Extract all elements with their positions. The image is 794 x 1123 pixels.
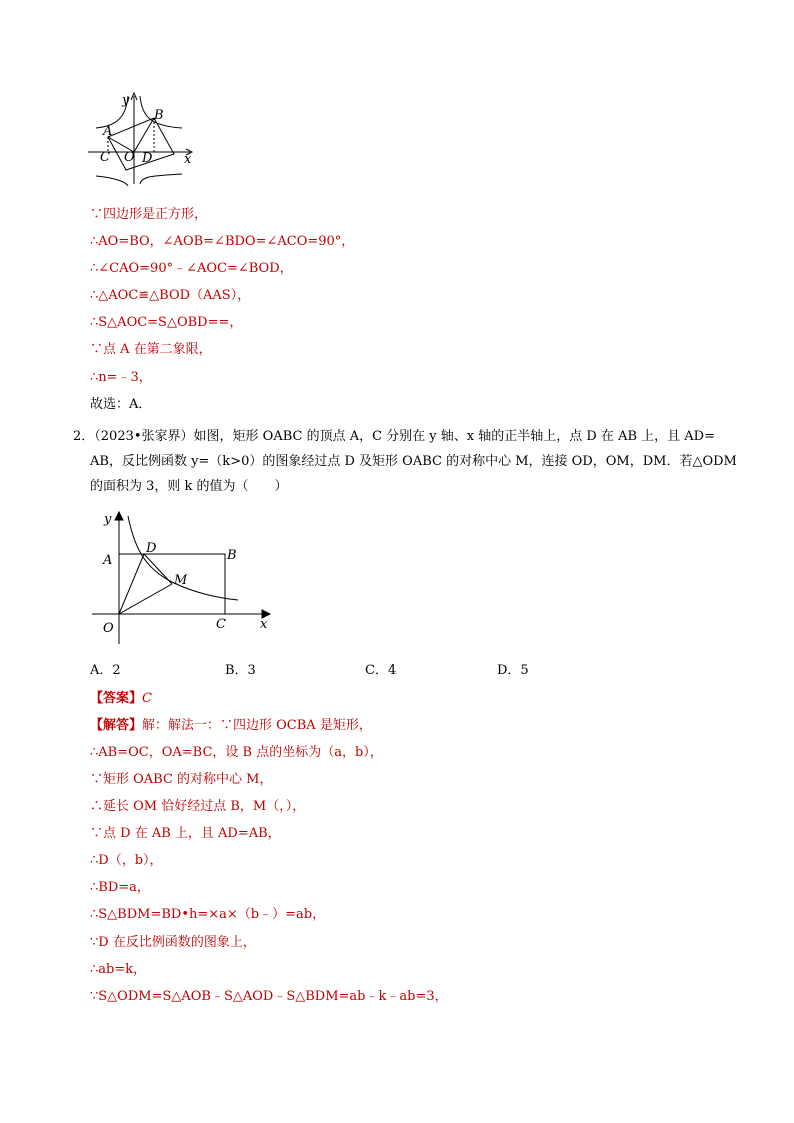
solution-line-2: ∵矩形 OABC 的对称中心 M， <box>90 772 273 787</box>
answer-tag: 【答案】 <box>90 691 143 706</box>
figure-1-square-hyperbola <box>86 90 201 186</box>
option-d: D．5 <box>497 663 529 678</box>
solution-first-line <box>90 717 372 735</box>
fig2-label-c: C <box>216 617 226 632</box>
option-c: C．4 <box>365 663 397 678</box>
fig2-label-b: B <box>227 548 237 563</box>
solution-line-7: ∴S△BDM=BD•h=×a×（b﹣）=ab， <box>90 907 326 922</box>
solution-line-6: ∴BD=a， <box>90 880 150 895</box>
q2-line-3: 的面积为 3，则 k 的值为（ ） <box>90 479 288 494</box>
option-a: A．2 <box>90 663 121 678</box>
fig2-label-a: A <box>103 553 113 568</box>
answer-value: C <box>142 691 152 706</box>
sol1-line-2: ∴AO=BO，∠AOB=∠BDO=∠ACO=90°， <box>90 234 355 249</box>
option-b: B．3 <box>225 663 256 678</box>
sol1-line-7: ∴n=﹣3， <box>90 370 152 385</box>
fig2-label-m: M <box>174 573 188 588</box>
answer-line <box>90 690 152 708</box>
solution-line-5: ∴D（，b）， <box>90 853 163 868</box>
sol1-line-3: ∴∠CAO=90°﹣∠AOC=∠BOD， <box>90 261 293 276</box>
figure-2-rectangle-hyperbola <box>92 506 282 644</box>
q2-line-2: AB，反比例函数 y=（k>0）的图象经过点 D 及矩形 OABC 的对称中心 M，连接 OD，OM，DM．若△ODM <box>90 454 737 469</box>
solution-first: 解：解法一：∵四边形 OCBA 是矩形， <box>142 718 372 733</box>
fig1-y-label: y <box>122 93 130 108</box>
q2-line-1: 2．（2023•张家界）如图，矩形 OABC 的顶点 A，C 分别在 y 轴、x 轴的正半轴上，点 D 在 AB 上，且 AD= <box>73 429 715 444</box>
solution-line-10: ∵S△ODM=S△AOB﹣S△AOD﹣S△BDM=ab﹣k﹣ab=3， <box>90 989 448 1004</box>
solution-line-3: ∴延长 OM 恰好经过点 B，M（，）， <box>90 799 306 814</box>
sol1-line-4: ∴△AOC≌△BOD（AAS）， <box>90 288 251 303</box>
sol1-line-5: ∴S△AOC=S△OBD==， <box>90 315 243 330</box>
fig1-label-o: O <box>124 150 135 165</box>
sol1-line-1: ∵四边形是正方形， <box>90 207 208 222</box>
solution-line-4: ∵点 D 在 AB 上，且 AD=AB， <box>90 826 281 841</box>
fig2-label-d: D <box>146 541 157 556</box>
fig2-y-label: y <box>104 512 112 527</box>
solution-line-1: ∴AB=OC，OA=BC，设 B 点的坐标为（a，b）， <box>90 745 383 760</box>
fig1-label-d: D <box>142 151 153 166</box>
fig1-label-c: C <box>100 150 110 165</box>
solution-tag: 【解答】 <box>90 718 143 733</box>
sol1-line-8: 故选：A． <box>90 397 152 412</box>
fig2-label-o: O <box>103 621 114 636</box>
fig1-label-a: A <box>103 124 113 139</box>
solution-line-9: ∴ab=k， <box>90 962 147 977</box>
question-2 <box>73 428 737 496</box>
sol1-line-6: ∵点 A 在第二象限， <box>90 342 212 357</box>
solution-line-8: ∵D 在反比例函数的图象上， <box>90 935 256 950</box>
fig1-label-b: B <box>154 108 164 123</box>
fig2-x-label: x <box>260 617 268 632</box>
fig1-x-label: x <box>184 152 192 167</box>
